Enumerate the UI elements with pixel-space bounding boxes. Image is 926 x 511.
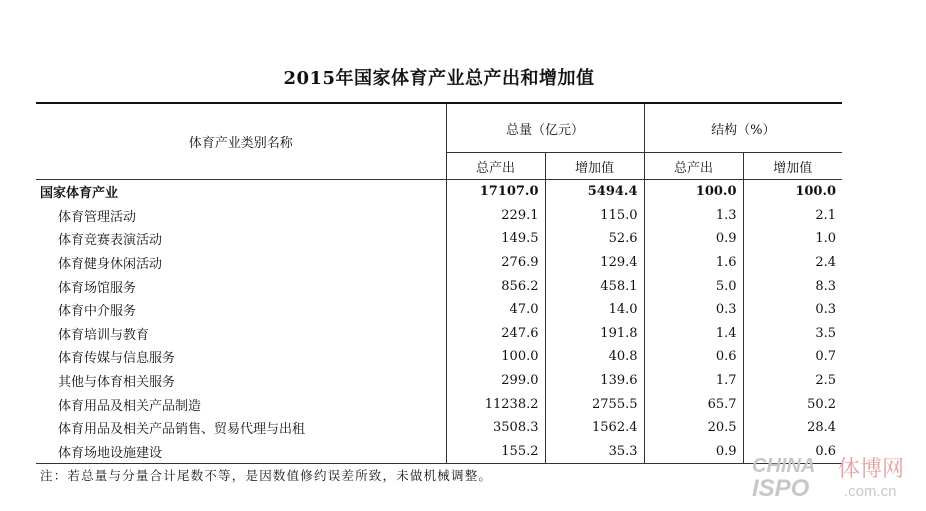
value-cell: 47.0 [446, 298, 545, 322]
value-cell: 0.9 [644, 227, 743, 251]
category-name: 体育中介服务 [58, 304, 137, 320]
watermark-text-2: ISPO [752, 475, 810, 502]
table-row [36, 392, 842, 416]
header-sub: 总产出 [644, 153, 743, 180]
value-cell: 0.6 [743, 440, 842, 464]
value-cell: 191.8 [545, 322, 644, 346]
value-cell: 129.4 [545, 251, 644, 275]
value-cell: 5494.4 [545, 180, 644, 204]
value-cell: 2.1 [743, 204, 842, 228]
value-cell: 1.6 [644, 251, 743, 275]
value-cell: 276.9 [446, 251, 545, 275]
value-cell: 0.6 [644, 345, 743, 369]
header-sub: 增加值 [743, 153, 842, 180]
category-name: 体育管理活动 [58, 209, 137, 225]
page-title: 2015年国家体育产业总产出和增加值 [283, 68, 595, 89]
watermark-cn: 体博网 [838, 457, 905, 482]
category-name: 体育传媒与信息服务 [58, 351, 176, 367]
value-cell: 0.9 [644, 440, 743, 464]
value-cell: 100.0 [743, 180, 842, 204]
value-cell: 100.0 [644, 180, 743, 204]
header-structure: 结构（%） [644, 103, 842, 153]
total-row [36, 180, 842, 204]
value-cell: 8.3 [743, 274, 842, 298]
table-row [36, 251, 842, 275]
value-cell: 0.7 [743, 345, 842, 369]
table-row [36, 227, 842, 251]
value-cell: 65.7 [644, 392, 743, 416]
watermark-logo [750, 450, 920, 502]
category-name: 体育用品及相关产品制造 [58, 398, 202, 414]
data-table [36, 102, 842, 464]
value-cell: 11238.2 [446, 392, 545, 416]
value-cell: 229.1 [446, 204, 545, 228]
watermark-text-1: CHINA [752, 455, 816, 477]
category-name: 体育用品及相关产品销售、贸易代理与出租 [58, 422, 306, 438]
value-cell: 35.3 [545, 440, 644, 464]
value-cell: 0.3 [644, 298, 743, 322]
value-cell: 139.6 [545, 369, 644, 393]
value-cell: 14.0 [545, 298, 644, 322]
category-name: 国家体育产业 [40, 186, 119, 202]
value-cell: 28.4 [743, 416, 842, 440]
category-name: 其他与体育相关服务 [58, 375, 176, 391]
value-cell: 856.2 [446, 274, 545, 298]
value-cell: 2.4 [743, 251, 842, 275]
value-cell: 50.2 [743, 392, 842, 416]
value-cell: 1.3 [644, 204, 743, 228]
value-cell: 149.5 [446, 227, 545, 251]
category-name: 体育场地设施建设 [36, 440, 446, 464]
value-cell: 1.7 [644, 369, 743, 393]
table-row [36, 416, 842, 440]
value-cell: 1562.4 [545, 416, 644, 440]
value-cell: 17107.0 [446, 180, 545, 204]
table-row [36, 274, 842, 298]
value-cell: 5.0 [644, 274, 743, 298]
table-row [36, 322, 842, 346]
table-row [36, 440, 842, 464]
table-row [36, 298, 842, 322]
value-cell: 20.5 [644, 416, 743, 440]
value-cell: 155.2 [446, 440, 545, 464]
category-name: 体育培训与教育 [58, 327, 150, 343]
table-row [36, 345, 842, 369]
value-cell: 1.4 [644, 322, 743, 346]
value-cell: 0.3 [743, 298, 842, 322]
value-cell: 458.1 [545, 274, 644, 298]
table-row [36, 204, 842, 228]
value-cell: 247.6 [446, 322, 545, 346]
header-sub: 增加值 [545, 153, 644, 180]
value-cell: 2755.5 [545, 392, 644, 416]
value-cell: 1.0 [743, 227, 842, 251]
value-cell: 115.0 [545, 204, 644, 228]
watermark-domain: .com.cn [844, 483, 897, 500]
table-row [36, 369, 842, 393]
category-name: 体育竞赛表演活动 [58, 233, 163, 249]
value-cell: 3508.3 [446, 416, 545, 440]
value-cell: 2.5 [743, 369, 842, 393]
header-total: 总量（亿元） [446, 103, 644, 153]
footnote: 注：若总量与分量合计尾数不等，是因数值修约误差所致，未做机械调整。 [40, 468, 493, 483]
value-cell: 3.5 [743, 322, 842, 346]
value-cell: 52.6 [545, 227, 644, 251]
header-sub: 总产出 [446, 153, 545, 180]
category-name: 体育健身休闲活动 [58, 257, 163, 273]
category-name: 体育场馆服务 [58, 280, 137, 296]
value-cell: 100.0 [446, 345, 545, 369]
header-category: 体育产业类别名称 [36, 103, 446, 180]
value-cell: 40.8 [545, 345, 644, 369]
value-cell: 299.0 [446, 369, 545, 393]
